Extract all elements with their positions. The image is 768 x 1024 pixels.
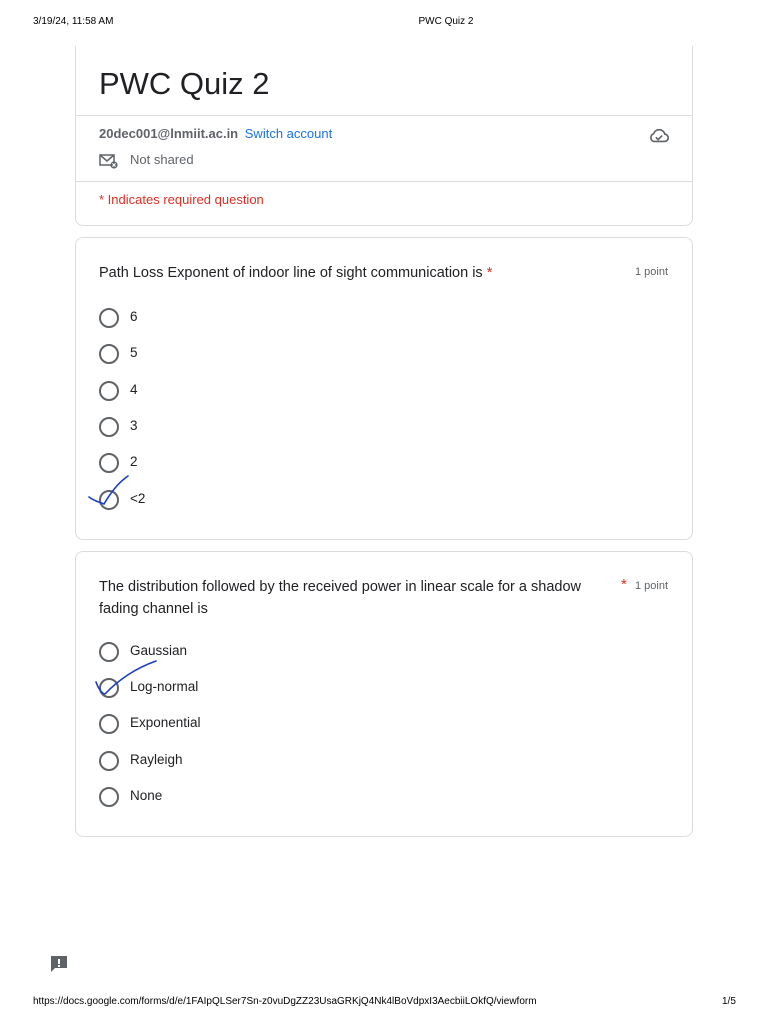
option-label: 5 xyxy=(130,345,138,360)
print-url: https://docs.google.com/forms/d/e/1FAIpQLSer7Sn-z0vuDgZZ23UsaGRKjQ4Nk4lBoVdpxI3AecbiiLOkfQ/viewform xyxy=(33,996,537,1007)
option-label: <2 xyxy=(130,491,146,506)
sharing-status-text: Not shared xyxy=(130,152,194,167)
question-text xyxy=(99,262,492,284)
option-label: 2 xyxy=(130,454,138,469)
print-footer xyxy=(0,996,768,1010)
question-1-points: 1 point xyxy=(634,266,668,278)
option-label: Log-normal xyxy=(130,679,199,694)
required-marker: * xyxy=(486,265,493,281)
cloud-saved-icon[interactable] xyxy=(648,127,670,145)
option-label: Exponential xyxy=(130,715,201,730)
print-page-number: 1/5 xyxy=(722,996,736,1007)
option-label: 3 xyxy=(130,418,138,433)
header-divider-2 xyxy=(76,181,692,182)
question-2-points: 1 point xyxy=(634,580,668,592)
form-header-card xyxy=(75,46,693,226)
radio-button[interactable] xyxy=(99,417,119,437)
option-label: None xyxy=(130,788,163,803)
radio-button[interactable] xyxy=(99,787,119,807)
print-date: 3/19/24, 11:58 AM xyxy=(33,16,114,27)
radio-button[interactable] xyxy=(99,714,119,734)
radio-button[interactable] xyxy=(99,678,119,698)
account-email: 20dec001@lnmiit.ac.in xyxy=(99,126,239,141)
radio-button[interactable] xyxy=(99,453,119,473)
print-header xyxy=(0,16,768,30)
option-label: Rayleigh xyxy=(130,752,183,767)
option-label: 4 xyxy=(130,382,138,397)
option-label: 6 xyxy=(130,309,138,324)
question-1-text: Path Loss Exponent of indoor line of sight communication is xyxy=(99,265,483,281)
question-card-1 xyxy=(75,237,693,540)
print-title: PWC Quiz 2 xyxy=(418,16,474,27)
account-row xyxy=(99,126,332,141)
form-title: PWC Quiz 2 xyxy=(99,66,270,101)
radio-button[interactable] xyxy=(99,381,119,401)
switch-account-link[interactable]: Switch account xyxy=(244,126,333,141)
radio-button[interactable] xyxy=(99,751,119,771)
question-2-text: The distribution followed by the received power in linear scale for a shadow fading channel is xyxy=(99,579,581,617)
option-label: Gaussian xyxy=(130,643,188,658)
radio-button[interactable] xyxy=(99,308,119,328)
radio-button[interactable] xyxy=(99,642,119,662)
mail-not-shared-icon xyxy=(99,153,119,169)
header-divider xyxy=(76,115,692,116)
radio-button[interactable] xyxy=(99,344,119,364)
question-card-2 xyxy=(75,551,693,837)
report-feedback-icon[interactable] xyxy=(49,954,69,974)
radio-button[interactable] xyxy=(99,490,119,510)
required-marker: * xyxy=(621,576,627,593)
required-question-note: * Indicates required question xyxy=(99,192,264,207)
